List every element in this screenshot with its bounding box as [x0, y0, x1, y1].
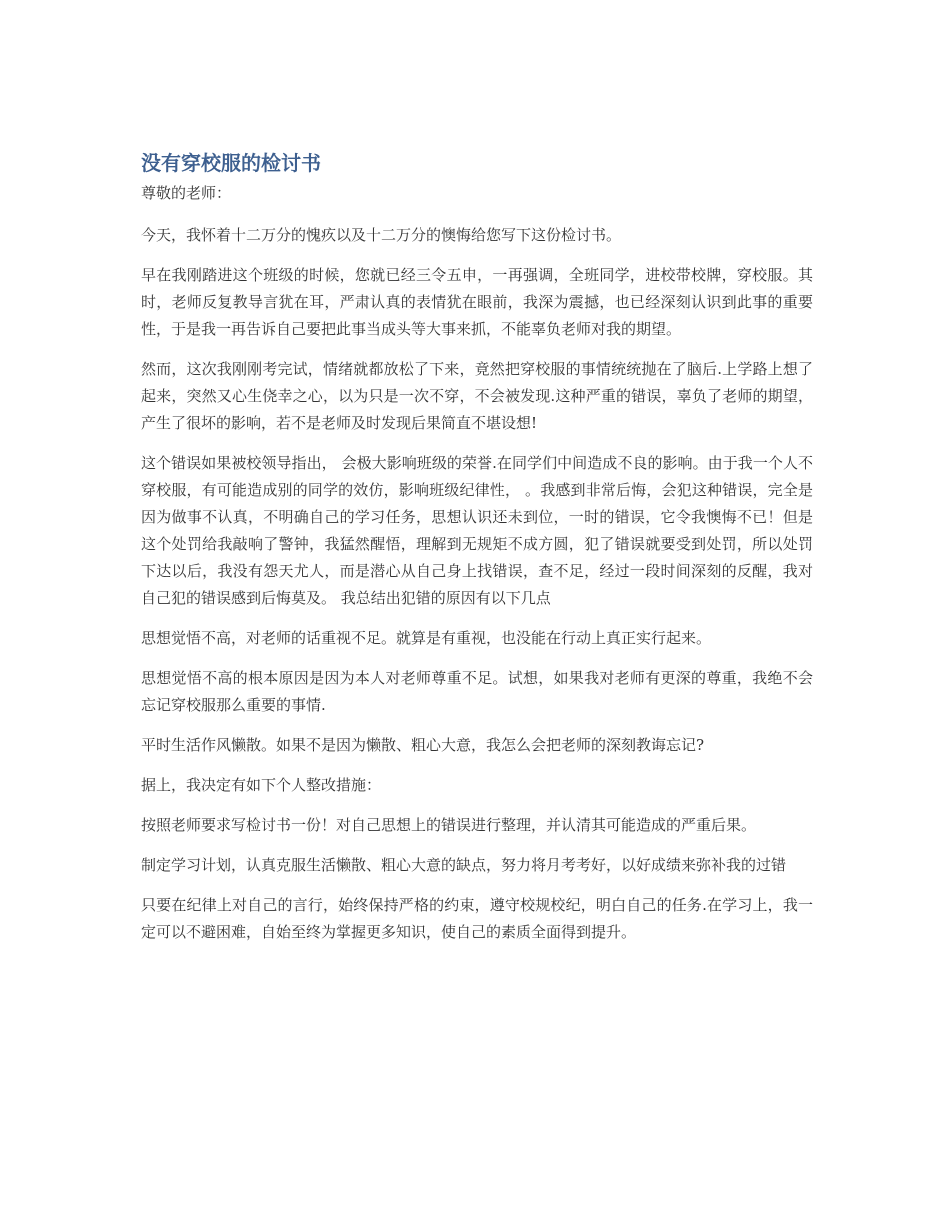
paragraph-measure-2: 制定学习计划，认真克服生活懒散、粗心大意的缺点，努力将月考考好，以好成绩来弥补我的过错: [141, 856, 787, 874]
salutation: 尊敬的老师：: [141, 184, 232, 202]
paragraph-measure-1: 按照老师要求写检讨书一份！对自己思想上的错误进行整理，并认清其可能造成的严重后果。: [141, 816, 757, 834]
paragraph-incident: 然而，这次我刚刚考完试，情绪就都放松了下来，竟然把穿校服的事情统统抛在了脑后.上学路上想了起来，突然又心生侥幸之心，以为只是一次不穿，不会被发现.这种严重的错误，辜负了老师的期望，产生了很坏的影响，若不是老师及时发现后果简直不堪设想!: [141, 360, 813, 432]
paragraph-reason-2: 思想觉悟不高的根本原因是因为本人对老师尊重不足。试想，如果我对老师有更深的尊重，我绝不会忘记穿校服那么重要的事情.: [141, 669, 813, 714]
paragraph-reason-1: 思想觉悟不高，对老师的话重视不足。就算是有重视，也没能在行动上真正实行起来。: [141, 629, 712, 647]
paragraph-reason-3: 平时生活作风懒散。如果不是因为懒散、粗心大意，我怎么会把老师的深刻教诲忘记?: [141, 736, 705, 754]
paragraph-measures-intro: 据上，我决定有如下个人整改措施：: [141, 776, 382, 794]
paragraph-intro: 今天，我怀着十二万分的愧疚以及十二万分的懊悔给您写下这份检讨书。: [141, 226, 622, 244]
document-title: 没有穿校服的检讨书: [141, 151, 321, 175]
paragraph-consequences: 这个错误如果被校领导指出， 会极大影响班级的荣誉.在同学们中间造成不良的影响。由于我一个人不穿校服，有可能造成别的同学的效仿，影响班级纪律性， 。我感到非常后悔，会犯这种错误，完全是因为做事不认真，不明确自己的学习任务，思想认识还未到位，一时的错误，它令我懊悔不已！但是这个处罚给我敲响了警钟，我猛然醒悟，理解到无规矩不成方圆，犯了错误就要受到处罚，所以处罚下达以后，我没有怨天尤人，而是潜心从自己身上找错误，查不足，经过一段时间深刻的反醒，我对自己犯的错误感到后悔莫及。 我总结出犯错的原因有以下几点: [141, 454, 813, 607]
document-page: [141, 148, 813, 959]
paragraph-background: 早在我刚踏进这个班级的时候，您就已经三令五申，一再强调，全班同学，进校带校牌，穿校服。其时，老师反复教导言犹在耳，严肃认真的表情犹在眼前，我深为震撼，也已经深刻认识到此事的重要性，于是我一再告诉自己要把此事当成头等大事来抓，不能辜负老师对我的期望。: [141, 266, 813, 338]
paragraph-measure-3: 只要在纪律上对自己的言行，始终保持严格的约束，遵守校规校纪，明白自己的任务.在学习上，我一定可以不避困难，自始至终为掌握更多知识，使自己的素质全面得到提升。: [141, 896, 813, 941]
